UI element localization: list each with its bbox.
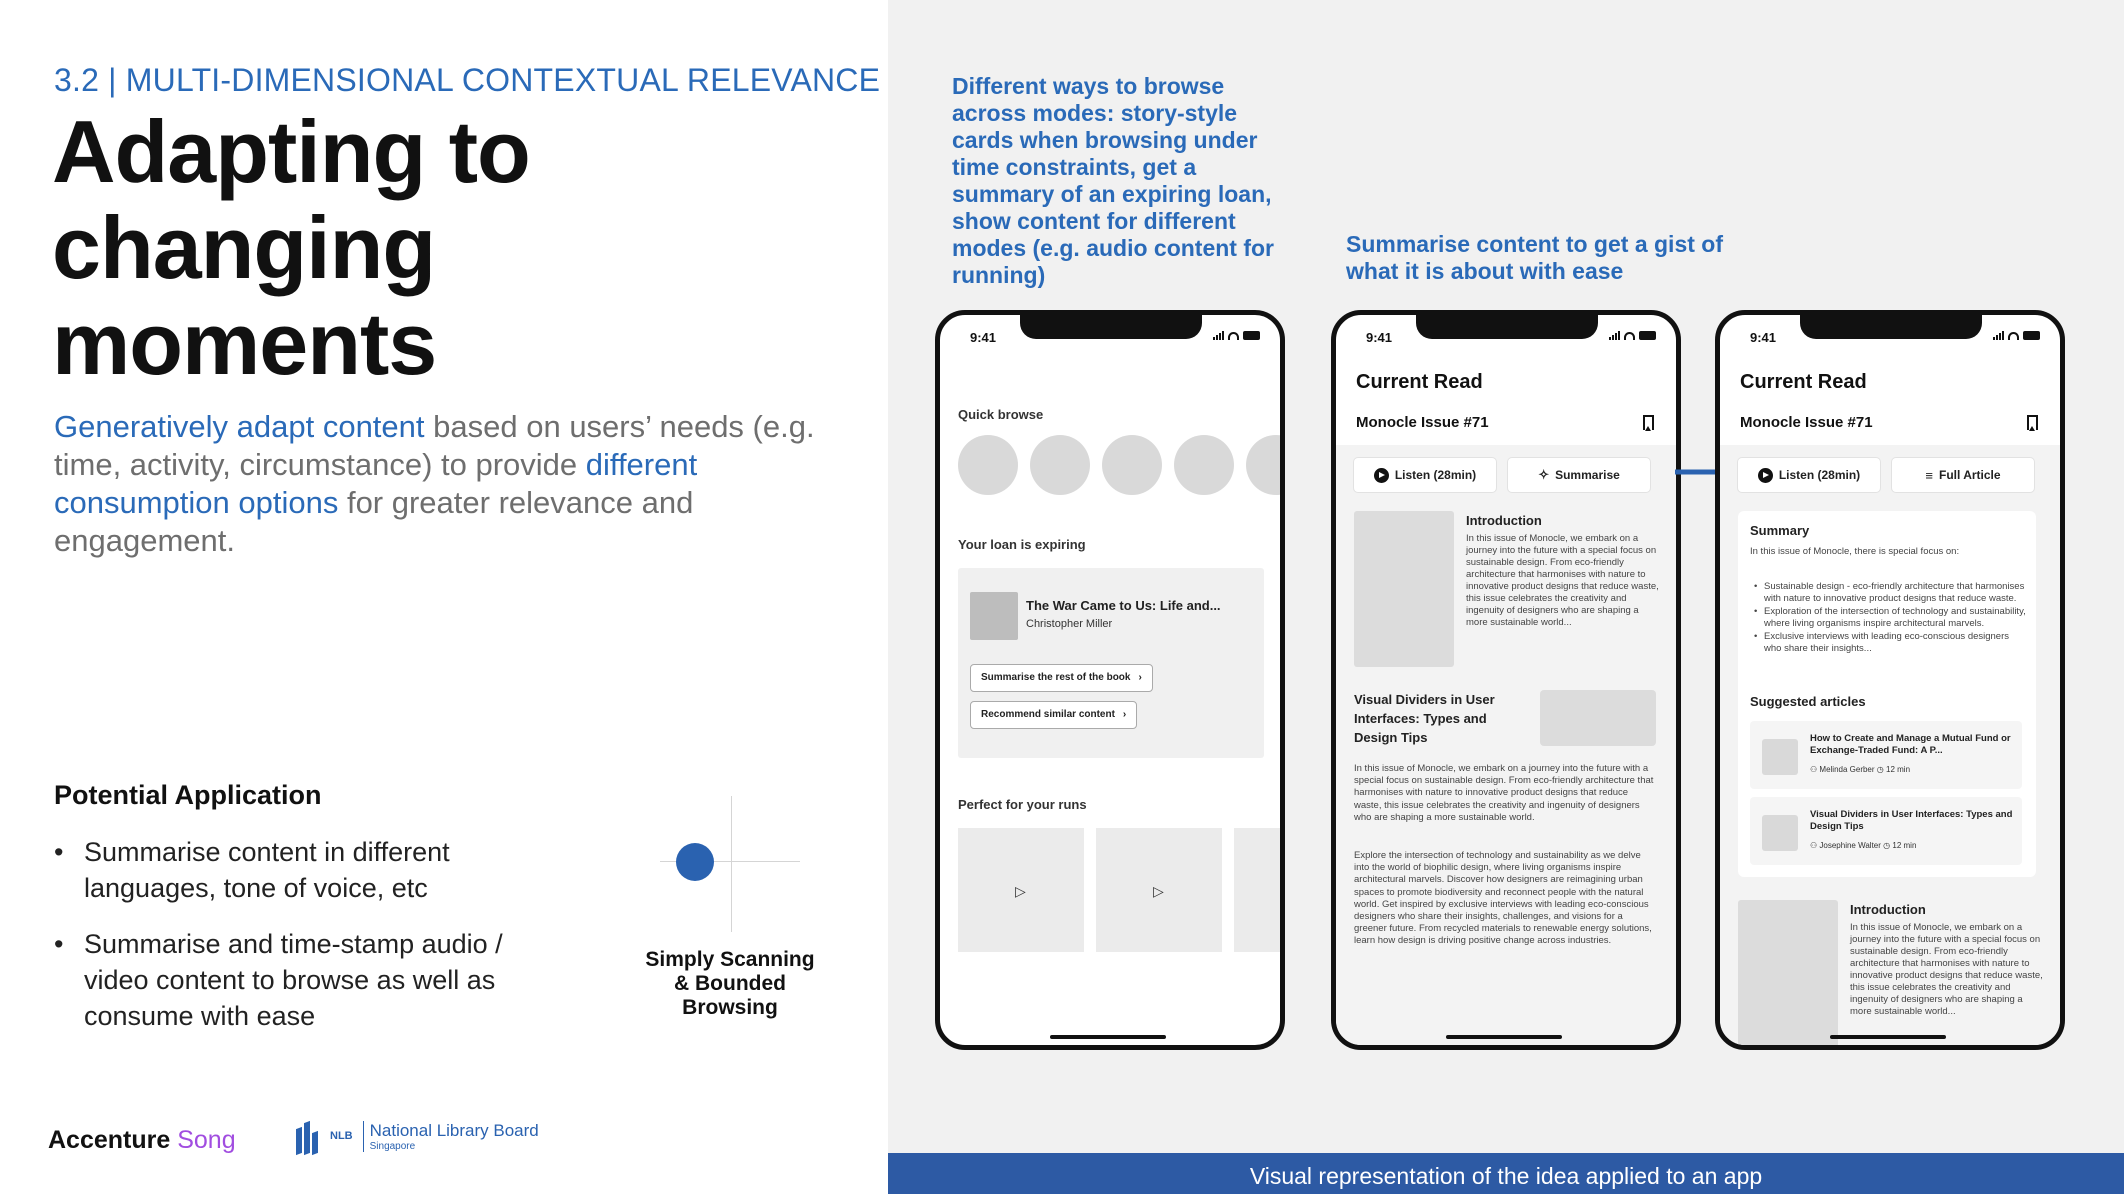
phone-notch bbox=[1020, 313, 1202, 339]
action-buttons bbox=[1354, 458, 1650, 492]
article-thumbnail bbox=[1762, 739, 1798, 775]
introduction-block bbox=[1354, 511, 1660, 671]
status-time: 9:41 bbox=[970, 330, 997, 345]
summary-heading: Summary bbox=[1750, 523, 1810, 538]
action-buttons bbox=[1738, 458, 2034, 492]
phone-notch bbox=[1800, 313, 1982, 339]
story-circle[interactable] bbox=[1174, 435, 1234, 495]
loan-card bbox=[958, 568, 1264, 758]
article-meta bbox=[1810, 841, 1916, 850]
phone-summary bbox=[1715, 310, 2065, 1050]
story-circle[interactable] bbox=[1102, 435, 1162, 495]
listen-button[interactable] bbox=[1354, 458, 1496, 492]
listen-label: Listen (28min) bbox=[1394, 468, 1477, 482]
image-placeholder bbox=[1540, 690, 1656, 746]
intro-highlight-2: different consumption options bbox=[54, 447, 698, 520]
summary-item: • Exploration of the intersection of technology and sustainability, where living organisms inspire architectural marvels. bbox=[1750, 606, 2026, 630]
left-panel bbox=[0, 0, 888, 1194]
summary-item: • Sustainable design - eco-friendly architecture that harmonises with nature to innovative product designs that reduce waste. bbox=[1750, 581, 2026, 605]
status-time: 9:41 bbox=[1366, 330, 1393, 345]
battery-icon bbox=[1639, 331, 1656, 340]
accenture-song-logo bbox=[48, 1126, 236, 1155]
section-label: 3.2 | MULTI-DIMENSIONAL CONTEXTUAL RELEVANCE bbox=[54, 62, 881, 98]
intro-text-2: for greater relevance and engagement. bbox=[54, 485, 694, 558]
nlb-logo bbox=[296, 1118, 539, 1154]
axis-position-dot bbox=[676, 843, 714, 881]
current-read-title: Current Read bbox=[1740, 371, 1867, 393]
signal-icon bbox=[1993, 331, 2004, 340]
potential-application-item: • Summarise content in different languages, tone of voice, etc bbox=[54, 834, 574, 906]
summarise-button[interactable] bbox=[1508, 458, 1650, 492]
potential-application-title: Potential Application bbox=[54, 780, 322, 810]
image-placeholder bbox=[1354, 511, 1454, 667]
visual-dividers-block bbox=[1354, 690, 1660, 747]
issue-title: Monocle Issue #71 bbox=[1356, 414, 1489, 431]
signal-icon bbox=[1609, 331, 1620, 340]
status-icons bbox=[1609, 331, 1656, 340]
story-circle[interactable] bbox=[1246, 435, 1285, 495]
intro-paragraph bbox=[54, 408, 844, 560]
axis-vertical-line bbox=[731, 796, 732, 932]
play-icon: ▷ bbox=[1153, 883, 1164, 899]
song-logo-text: Song bbox=[177, 1126, 236, 1154]
headline bbox=[52, 104, 530, 392]
article-title: Visual Dividers in User Interfaces: Types and Design Tips bbox=[1810, 809, 2013, 832]
image-placeholder bbox=[1738, 900, 1838, 1050]
summary-card bbox=[1738, 511, 2036, 877]
potential-application-list bbox=[54, 834, 574, 1054]
suggested-article[interactable] bbox=[1750, 721, 2022, 789]
introduction-text: In this issue of Monocle, we embark on a journey into the future with a special focus on sustainable design. From eco-friendly architecture that harmonises with nature to innovative product designs that reduce waste, this issue celebrates the creativity and ingenuity of designers who are shaping a more sustainable world... bbox=[1466, 533, 1659, 628]
bookmark-icon[interactable] bbox=[1643, 415, 1654, 430]
intro-highlight-1: Generatively adapt content bbox=[54, 409, 425, 444]
summarise-book-button[interactable] bbox=[970, 664, 1153, 692]
phone-current-read bbox=[1331, 310, 1681, 1050]
right-panel bbox=[888, 0, 2124, 1194]
headline-line-3: moments bbox=[52, 294, 437, 393]
audio-tile[interactable] bbox=[1234, 828, 1285, 952]
home-indicator bbox=[1050, 1035, 1166, 1039]
status-icons bbox=[1213, 331, 1260, 340]
audio-tile[interactable] bbox=[958, 828, 1084, 952]
full-article-label: Full Article bbox=[1939, 468, 2001, 482]
suggested-articles-heading: Suggested articles bbox=[1750, 694, 1866, 709]
nlb-short: NLB bbox=[330, 1130, 353, 1142]
potential-application-item: • Summarise and time-stamp audio / video content to browse as well as consume with ease bbox=[54, 926, 574, 1034]
article-paragraph: In this issue of Monocle, we embark on a journey into the future with a special focus on sustainable design. From eco-friendly architecture that harmonises with nature to innovative product designs that reduce waste, this issue celebrates the creativity and ingenuity of designers who are shaping a more sustainable world. bbox=[1354, 763, 1654, 823]
headline-line-2: changing bbox=[52, 198, 436, 297]
chevron-right-icon: › bbox=[1122, 709, 1127, 720]
wifi-icon bbox=[1228, 332, 1239, 340]
axis-label: Simply Scanning & Bounded Browsing bbox=[645, 948, 815, 1019]
suggested-article[interactable] bbox=[1750, 797, 2022, 865]
phone-browse bbox=[935, 310, 1285, 1050]
clock-icon: ◷ bbox=[1876, 765, 1884, 774]
nlb-text bbox=[363, 1121, 539, 1152]
listen-button[interactable] bbox=[1738, 458, 1880, 492]
story-circle[interactable] bbox=[1030, 435, 1090, 495]
quick-browse-label: Quick browse bbox=[958, 407, 1044, 422]
summary-list bbox=[1750, 581, 2026, 656]
book-thumbnail bbox=[970, 592, 1018, 640]
book-author: Christopher Miller bbox=[1026, 618, 1113, 630]
chevron-right-icon: › bbox=[1138, 672, 1142, 683]
listen-label: Listen (28min) bbox=[1778, 468, 1861, 482]
home-indicator bbox=[1830, 1035, 1946, 1039]
accenture-logo-text: Accenture bbox=[48, 1126, 171, 1154]
play-circle-icon bbox=[1758, 468, 1773, 483]
article-paragraph: Explore the intersection of technology and sustainability as we delve into the world of biophilic design, where living organisms inspire architectural marvels. Discover how designers are reimagining urban spaces to promote biodiversity and reconnect people with the natural world. Get inspired by exclusive interviews with leading eco-conscious designers who share their insights, challenges, and visions for a greener future. From recycled materials to renewable energy solutions, learn how design is driving positive change across industries. bbox=[1354, 850, 1652, 947]
introduction-heading: Introduction bbox=[1850, 902, 1926, 917]
wifi-icon bbox=[2008, 332, 2019, 340]
play-icon: ▷ bbox=[1015, 883, 1026, 899]
story-circles bbox=[958, 435, 1285, 495]
article-author: Melinda Gerber bbox=[1819, 765, 1875, 774]
introduction-heading: Introduction bbox=[1466, 513, 1542, 528]
axis-diagram bbox=[660, 796, 800, 932]
caption-browse-modes: Different ways to browse across modes: story-style cards when browsing under time constraints, get a summary of an expiring loan, show content for different modes (e.g. audio content for running) bbox=[952, 73, 1275, 288]
nlb-name: National Library Board bbox=[369, 1120, 539, 1140]
audio-tile[interactable] bbox=[1096, 828, 1222, 952]
signal-icon bbox=[1213, 331, 1224, 340]
summarise-label: Summarise bbox=[1555, 468, 1620, 482]
article-title: How to Create and Manage a Mutual Fund or Exchange-Traded Fund: A P... bbox=[1810, 733, 2011, 756]
visual-dividers-heading: Visual Dividers in User Interfaces: Types and Design Tips bbox=[1354, 692, 1495, 745]
user-icon: ⚇ bbox=[1810, 765, 1818, 774]
user-icon: ⚇ bbox=[1810, 841, 1818, 850]
headline-line-1: Adapting to bbox=[52, 102, 530, 201]
article-time: 12 min bbox=[1892, 841, 1917, 850]
nlb-mark-icon bbox=[296, 1118, 324, 1154]
runs-label: Perfect for your runs bbox=[958, 797, 1087, 812]
article-time: 12 min bbox=[1886, 765, 1911, 774]
full-article-button[interactable] bbox=[1892, 458, 2034, 492]
clock-icon: ◷ bbox=[1883, 841, 1891, 850]
bookmark-icon[interactable] bbox=[2027, 415, 2038, 430]
summary-lead: In this issue of Monocle, there is special focus on: bbox=[1750, 546, 1960, 557]
battery-icon bbox=[2023, 331, 2040, 340]
nlb-sub: Singapore bbox=[369, 1140, 416, 1152]
home-indicator bbox=[1446, 1035, 1562, 1039]
summarise-book-label: Summarise the rest of the book bbox=[981, 672, 1131, 683]
article-thumbnail bbox=[1762, 815, 1798, 851]
text-lines-icon: ≡ bbox=[1925, 467, 1933, 483]
introduction-text: In this issue of Monocle, we embark on a journey into the future with a special focus on sustainable design. From eco-friendly architecture that harmonises with nature to innovative product designs that reduce waste, this issue celebrates the creativity and ingenuity of designers who are shaping a more sustainable world... bbox=[1850, 922, 2043, 1017]
play-circle-icon bbox=[1374, 468, 1389, 483]
article-author: Josephine Walter bbox=[1819, 841, 1881, 850]
battery-icon bbox=[1243, 331, 1260, 340]
summary-item: • Exclusive interviews with leading eco-conscious designers who share their insights... bbox=[1750, 631, 2026, 655]
article-meta bbox=[1810, 765, 1910, 774]
bottom-caption-bar: Visual representation of the idea applied to an app bbox=[888, 1153, 2124, 1194]
recommend-similar-button[interactable] bbox=[970, 701, 1137, 729]
status-icons bbox=[1993, 331, 2040, 340]
recommend-similar-label: Recommend similar content bbox=[981, 709, 1115, 720]
intro-text-1: based on users’ needs (e.g. time, activity, circumstance) to provide bbox=[54, 409, 815, 482]
runs-carousel bbox=[958, 828, 1285, 952]
caption-summarise: Summarise content to get a gist of what it is about with ease bbox=[1346, 231, 1723, 284]
status-time: 9:41 bbox=[1750, 330, 1777, 345]
phone-notch bbox=[1416, 313, 1598, 339]
story-circle[interactable] bbox=[958, 435, 1018, 495]
introduction-block bbox=[1738, 900, 2044, 1050]
issue-title: Monocle Issue #71 bbox=[1740, 414, 1873, 431]
book-title: The War Came to Us: Life and... bbox=[1026, 598, 1221, 613]
loan-expiring-label: Your loan is expiring bbox=[958, 537, 1086, 552]
sparkle-wand-icon: ✧ bbox=[1538, 467, 1550, 482]
current-read-title: Current Read bbox=[1356, 371, 1483, 393]
wifi-icon bbox=[1624, 332, 1635, 340]
